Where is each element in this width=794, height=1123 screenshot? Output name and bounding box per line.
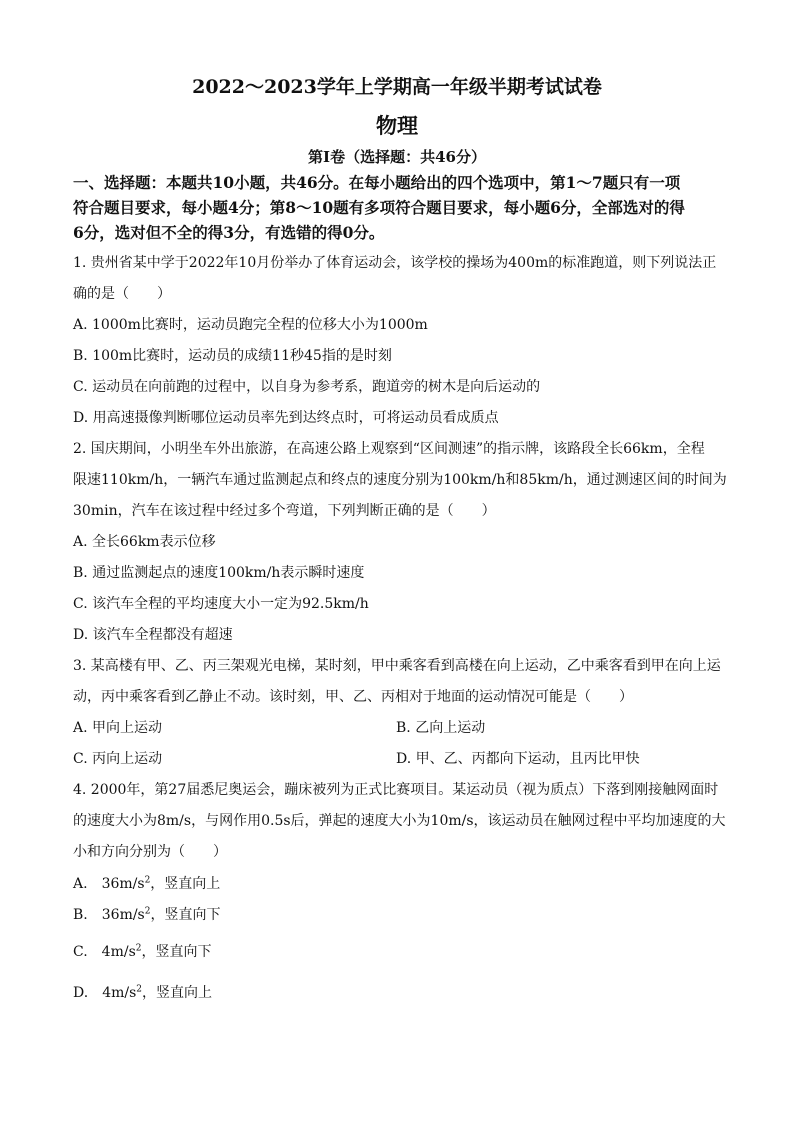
q4-option-a-exponent: 2 [144,875,151,886]
q4-option-d-direction: ，竖直向上 [142,985,213,1001]
q4-option-d-label: D. [73,985,89,1001]
q4-option-b-direction: ，竖直向下 [150,907,221,923]
q3-stem-line-1: 3. 某高楼有甲、乙、丙三架观光电梯，某时刻，甲中乘客看到高楼在向上运动，乙中乘客看到甲在向上运 [73,658,721,674]
q4-option-c-exponent: 2 [135,943,142,954]
q4-option-c-value: 4m/s [101,944,136,960]
q4-option-b [73,904,220,924]
q3-option-c: C. 丙向上运动 [73,751,163,767]
q2-stem-line-3: 30min，汽车在该过程中经过多个弯道，下列判断正确的是（ ） [73,503,496,519]
q4-option-a [73,873,220,893]
section-instruction-line-3: 6分，选对但不全的得3分，有选错的得0分。 [73,223,385,242]
q1-option-d: D. 用高速摄像判断哪位运动员率先到达终点时，可将运动员看成质点 [73,410,499,426]
q2-option-b: B. 通过监测起点的速度100km/h表示瞬时速度 [73,565,365,581]
q4-option-a-direction: ，竖直向上 [150,876,221,892]
q2-option-d: D. 该汽车全程都没有超速 [73,627,233,643]
q3-option-d: D. 甲、乙、丙都向下运动，且丙比甲快 [396,751,640,767]
part-heading: 第Ⅰ卷（选择题：共46分） [308,148,486,166]
q4-stem-line-1: 4. 2000年，第27届悉尼奥运会，蹦床被列为正式比赛项目。某运动员（视为质点）下落到刚接触网面时 [73,782,719,798]
q4-option-d [73,982,212,1002]
q4-option-b-label: B. [73,907,88,923]
q1-stem-line-1: 1. 贵州省某中学于2022年10月份举办了体育运动会，该学校的操场为400m的标准跑道，则下列说法正 [73,255,717,271]
q2-stem-line-1: 2. 国庆期间，小明坐车外出旅游，在高速公路上观察到“区间测速”的指示牌，该路段全长66km，全程 [73,441,705,457]
q4-option-a-label: A. [73,876,88,892]
q4-option-c-label: C. [73,944,88,960]
q2-stem-line-2: 限速110km/h，一辆汽车通过监测起点和终点的速度分别为100km/h和85km/h，通过测速区间的时间为 [73,472,727,488]
q4-option-d-value: 4m/s [102,985,137,1001]
q1-option-a: A. 1000m比赛时，运动员跑完全程的位移大小为1000m [73,317,428,333]
exam-title: 2022～2023学年上学期高一年级半期考试试卷 [192,76,602,98]
q3-option-b: B. 乙向上运动 [396,720,486,736]
q4-option-a-value: 36m/s [101,876,145,892]
subject-title: 物理 [376,113,418,138]
q4-option-b-exponent: 2 [144,906,151,917]
q2-option-c: C. 该汽车全程的平均速度大小一定为92.5km/h [73,596,369,612]
q4-option-c [73,941,212,961]
q4-stem-line-3: 小和方向分别为（ ） [73,844,227,860]
q1-option-b: B. 100m比赛时，运动员的成绩11秒45指的是时刻 [73,348,392,364]
q1-option-c: C. 运动员在向前跑的过程中，以自身为参考系，跑道旁的树木是向后运动的 [73,379,541,395]
q2-option-a: A. 全长66km表示位移 [73,534,216,550]
q3-stem-line-2: 动，丙中乘客看到乙静止不动。该时刻，甲、乙、丙相对于地面的运动情况可能是（ ） [73,689,633,705]
q4-option-b-value: 36m/s [101,907,145,923]
q4-option-d-exponent: 2 [136,984,143,995]
section-instruction-line-2: 符合题目要求，每小题4分；第8～10题有多项符合题目要求，每小题6分，全部选对的得 [73,198,685,217]
q4-option-c-direction: ，竖直向下 [141,944,212,960]
q3-option-a: A. 甲向上运动 [73,720,163,736]
q4-stem-line-2: 的速度大小为8m/s，与网作用0.5s后，弹起的速度大小为10m/s，该运动员在触网过程中平均加速度的大 [73,813,726,829]
q1-stem-line-2: 确的是（ ） [73,286,171,302]
section-instruction-line-1: 一、选择题：本题共10小题，共46分。在每小题给出的四个选项中，第1～7题只有一项 [73,173,681,192]
